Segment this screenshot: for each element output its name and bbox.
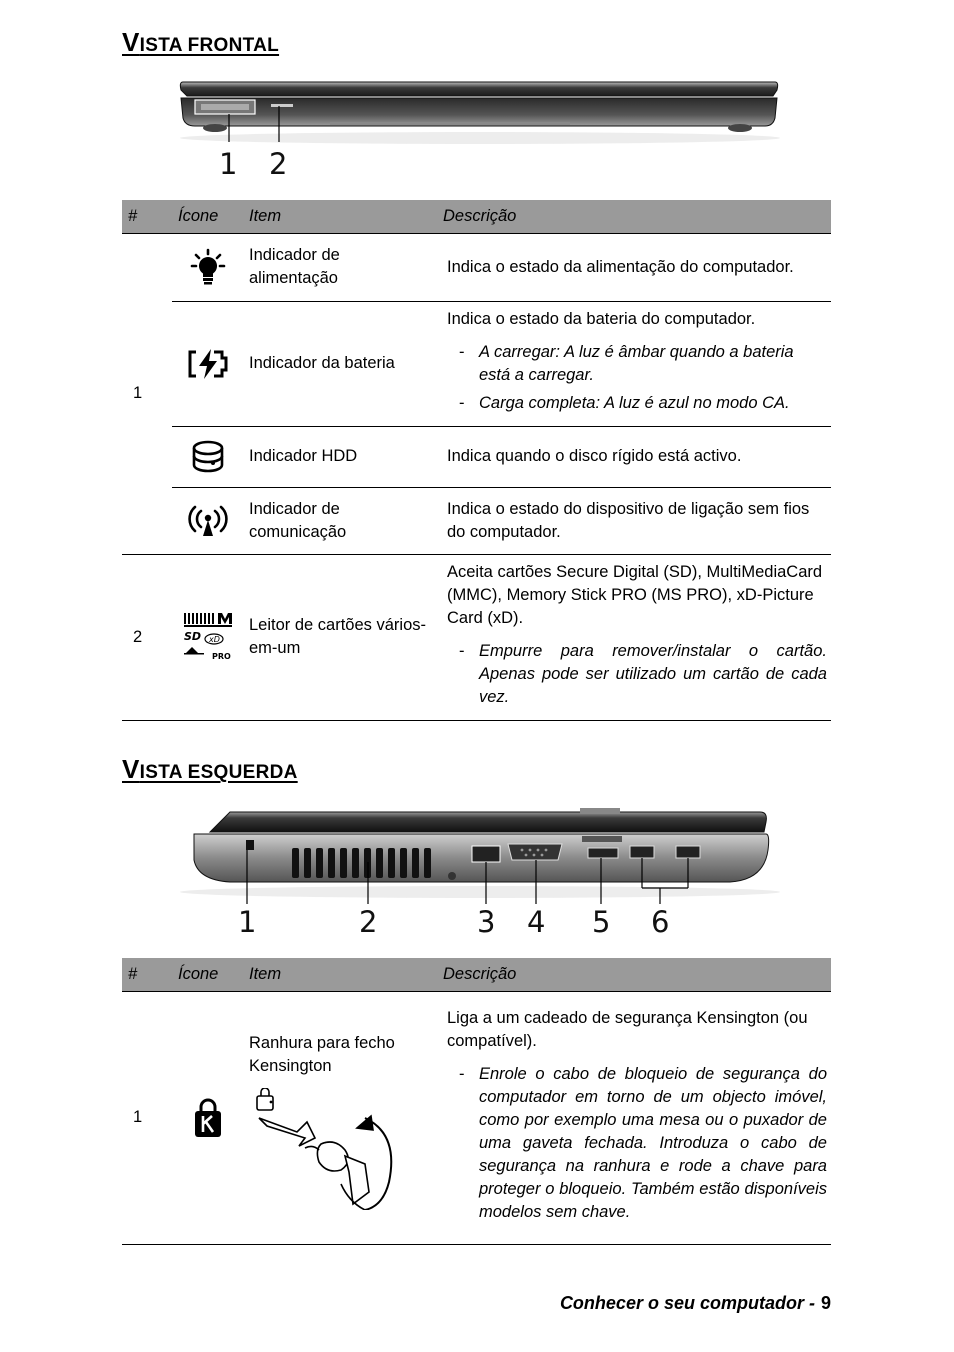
row-number: 1 [122,991,172,1244]
table-row [122,301,831,426]
front-spec-table [122,200,831,721]
front-view-illustration [175,78,785,148]
header-item: Item [243,200,437,233]
title-rest: ISTA ESQUERDA [139,762,298,783]
left-spec-table [122,958,831,1245]
bullet-item: - Empurre para remover/instalar o cartão. Apenas pode ser utilizado um cartão de cada vez. [447,640,827,709]
item-name: Indicador de comunicação [243,487,437,554]
bullet-list [447,341,827,415]
bullet-item: - A carregar: A luz é âmbar quando a bateria está a carregar. [447,341,827,387]
kensington-lock-icon [193,1098,223,1138]
svg-text:SD: SD [183,630,201,643]
item-name: Ranhura para fecho Kensington [249,1033,395,1075]
page-number: 9 [820,1293,831,1313]
item-description: Aceita cartões Secure Digital (SD), MultiMediaCard (MMC), Memory Stick PRO (MS PRO), xD-Picture Card (xD). [447,562,823,627]
bullet-item: - Carga completa: A luz é azul no modo CA. [447,392,827,415]
header-description: Descrição [437,958,831,991]
power-indicator-icon [190,248,226,286]
table-row [122,554,831,720]
wireless-indicator-icon [186,504,230,538]
header-icon: Ícone [172,200,243,233]
header-number: # [122,958,172,991]
left-callout-2: 2 [359,905,378,939]
header-icon: Ícone [172,958,243,991]
page-footer [560,1291,831,1315]
item-name: Indicador HDD [243,426,437,487]
item-description: Liga a um cadeado de segurança Kensington (ou compatível). [447,1008,808,1050]
table-row [122,991,831,1244]
bullet-list [447,640,827,709]
item-name: Indicador de alimentação [243,233,437,301]
item-description: Indica o estado da alimentação do computador. [437,233,831,301]
laptop-left-drawing [170,806,780,908]
section-title-left [122,755,298,787]
row-number: 1 [122,233,172,554]
left-callout-3: 3 [477,905,496,939]
front-callout-2: 2 [269,147,288,181]
item-description: Indica quando o disco rígido está activo. [437,426,831,487]
title-initial: V [122,27,140,57]
kensington-lock-usage-illustration [249,1088,409,1210]
header-number: # [122,200,172,233]
left-callout-4: 4 [527,905,546,939]
card-reader-icon [180,611,236,663]
title-rest: ISTA FRONTAL [139,35,280,56]
item-name: Indicador da bateria [243,301,437,426]
left-view-illustration [170,806,780,908]
table-row [122,487,831,554]
left-callout-1: 1 [238,905,257,939]
svg-text:PRO: PRO [211,652,231,661]
item-name: Leitor de cartões vários-em-um [243,554,437,720]
header-item: Item [243,958,437,991]
laptop-front-drawing [175,78,785,148]
section-title-front [122,28,279,60]
bullet-item: - Enrole o cabo de bloqueio de segurança do computador em torno de um objecto imóvel, como por exemplo uma mesa ou o puxador de uma gaveta fechada. Introduza o cabo de segurança na ranhura e rode a chave para proteger o bloqueio. Também estão disponíveis modelos sem chave. [447,1063,827,1224]
front-callout-1: 1 [219,147,238,181]
battery-indicator-icon [186,348,230,380]
title-initial: V [122,754,140,784]
item-description: Indica o estado do dispositivo de ligação sem fios do computador. [437,487,831,554]
row-number: 2 [122,554,172,720]
table-row [122,426,831,487]
table-row [122,233,831,301]
hdd-indicator-icon [190,439,226,475]
bullet-list [447,1063,827,1224]
left-callout-6: 6 [651,905,670,939]
item-description: Indica o estado da bateria do computador. [447,309,756,328]
svg-text:xD: xD [208,635,220,644]
header-description: Descrição [437,200,831,233]
footer-text: Conhecer o seu computador - [559,1293,815,1313]
left-callout-5: 5 [592,905,611,939]
